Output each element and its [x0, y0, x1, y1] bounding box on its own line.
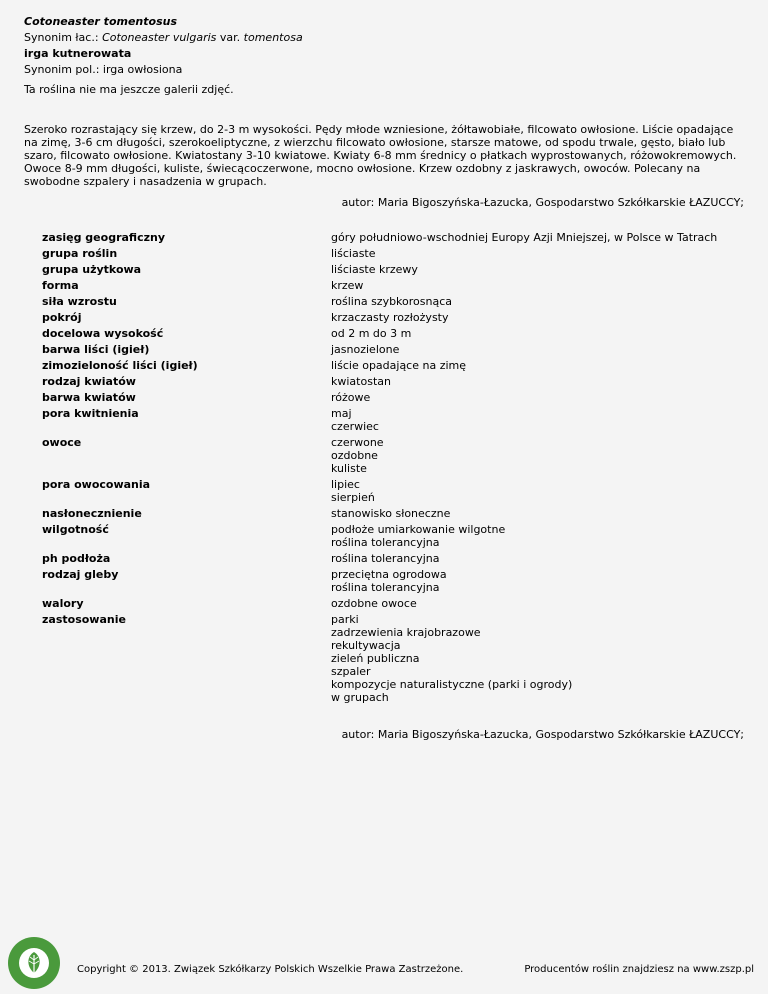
copyright-text: Copyright © 2013. Związek Szkółkarzy Polskich Wszelkie Prawa Zastrzeżone. — [77, 964, 464, 975]
property-values — [331, 327, 411, 340]
author-line-bottom: autor: Maria Bigoszyńska-Łazucka, Gospodarstwo Szkółkarskie ŁAZUCCY; — [341, 728, 744, 741]
property-values — [331, 597, 417, 610]
property-row — [42, 311, 742, 324]
property-value: roślina tolerancyjna — [331, 552, 440, 565]
property-row — [42, 613, 742, 704]
property-values — [331, 263, 418, 276]
property-key: walory — [42, 597, 84, 610]
property-row — [42, 327, 742, 340]
polish-name: irga kutnerowata — [24, 47, 132, 60]
property-value: kuliste — [331, 462, 367, 475]
property-value: góry południowo-wschodniej Europy Azji Mniejszej, w Polsce w Tatrach — [331, 231, 718, 244]
property-value: jasnozielone — [331, 343, 400, 356]
property-value: maj — [331, 407, 352, 420]
property-value: kwiatostan — [331, 375, 391, 388]
property-value: kompozycje naturalistyczne (parki i ogrody) — [331, 678, 573, 691]
property-row — [42, 407, 742, 433]
property-row — [42, 295, 742, 308]
property-key: rodzaj gleby — [42, 568, 119, 581]
property-row — [42, 359, 742, 372]
property-values — [331, 343, 399, 356]
property-value: roślina tolerancyjna — [331, 536, 440, 549]
property-values — [331, 391, 370, 404]
property-values — [331, 523, 505, 549]
properties-table — [42, 231, 742, 707]
property-key: ph podłoża — [42, 552, 111, 565]
no-gallery-note: Ta roślina nie ma jeszcze galerii zdjęć. — [24, 83, 234, 96]
property-row — [42, 343, 742, 356]
property-row — [42, 597, 742, 610]
author-line-top: autor: Maria Bigoszyńska-Łazucka, Gospodarstwo Szkółkarskie ŁAZUCCY; — [341, 196, 744, 209]
plant-description: Szeroko rozrastający się krzew, do 2-3 m wysokości. Pędy młode wzniesione, żółtawobiałe, filcowato owłosione. Liście opadające na zimę, 3-6 cm długości, szerokoeliptyczne, z wierzchu filcowato owłosione, starsze matowe, od spodu trwale, gęsto, biało lub szaro, filcowato owłosione. Kwiatostany 3-10 kwiatowe. Kwiaty 6-8 mm średnicy o płatkach wyprostowanych, różowokremowych. Owoce 8-9 mm długości, kuliste, świecącoczerwone, mocno owłosione. Krzew ozdobny z jaskrawych, owoców. Polecany na swobodne szpalery i nasadzenia w grupach. — [24, 123, 737, 188]
property-values — [331, 407, 379, 433]
property-key: pokrój — [42, 311, 82, 324]
producers-link[interactable]: Producentów roślin znajdziesz na www.zszp.pl — [524, 964, 754, 975]
property-row — [42, 478, 742, 504]
property-key: zastosowanie — [42, 613, 126, 626]
property-value: szpaler — [331, 665, 371, 678]
property-values — [331, 279, 363, 292]
property-value: sierpień — [331, 491, 375, 504]
property-values — [331, 436, 384, 475]
property-row — [42, 279, 742, 292]
property-value: krzew — [331, 279, 364, 292]
property-value: lipiec — [331, 478, 360, 491]
property-values — [331, 359, 466, 372]
property-row — [42, 523, 742, 549]
property-key: rodzaj kwiatów — [42, 375, 136, 388]
property-value: przeciętna ogrodowa — [331, 568, 447, 581]
property-key: docelowa wysokość — [42, 327, 164, 340]
property-value: parki — [331, 613, 359, 626]
property-value: ozdobne — [331, 449, 378, 462]
property-row — [42, 247, 742, 260]
property-values — [331, 247, 376, 260]
property-value: różowe — [331, 391, 371, 404]
property-value: rekultywacja — [331, 639, 401, 652]
property-values — [331, 311, 449, 324]
property-value: liściaste — [331, 247, 376, 260]
property-value: roślina szybkorosnąca — [331, 295, 453, 308]
property-values — [331, 568, 447, 594]
plant-header — [24, 14, 303, 78]
property-row — [42, 552, 742, 565]
property-row — [42, 391, 742, 404]
property-values — [331, 552, 440, 565]
property-key: grupa roślin — [42, 247, 118, 260]
property-key: siła wzrostu — [42, 295, 117, 308]
property-values — [331, 507, 450, 520]
property-value: zieleń publiczna — [331, 652, 420, 665]
property-row — [42, 507, 742, 520]
property-key: pora kwitnienia — [42, 407, 139, 420]
property-values — [331, 478, 375, 504]
synonym-polish: Synonim pol.: irga owłosiona — [24, 63, 183, 76]
property-key: barwa kwiatów — [42, 391, 136, 404]
property-value: stanowisko słoneczne — [331, 507, 451, 520]
property-values — [331, 613, 572, 704]
property-value: krzaczasty rozłożysty — [331, 311, 449, 324]
property-key: zasięg geograficzny — [42, 231, 165, 244]
property-value: liściaste krzewy — [331, 263, 418, 276]
property-value: ozdobne owoce — [331, 597, 417, 610]
property-key: pora owocowania — [42, 478, 151, 491]
property-values — [331, 375, 391, 388]
property-key: wilgotność — [42, 523, 109, 536]
property-value: czerwone — [331, 436, 384, 449]
property-value: liście opadające na zimę — [331, 359, 467, 372]
property-key: nasłonecznienie — [42, 507, 142, 520]
synonym-latin: Synonim łac.: Cotoneaster vulgaris var. tomentosa — [24, 31, 303, 44]
property-value: zadrzewienia krajobrazowe — [331, 626, 481, 639]
property-key: owoce — [42, 436, 82, 449]
property-key: barwa liści (igieł) — [42, 343, 150, 356]
property-row — [42, 375, 742, 388]
property-key: forma — [42, 279, 79, 292]
property-value: roślina tolerancyjna — [331, 581, 440, 594]
property-row — [42, 568, 742, 594]
property-value: podłoże umiarkowanie wilgotne — [331, 523, 506, 536]
leaf-seal-logo-icon — [7, 936, 61, 990]
property-key: zimozieloność liści (igieł) — [42, 359, 198, 372]
property-row — [42, 436, 742, 475]
property-values — [331, 231, 717, 244]
property-value: w grupach — [331, 691, 389, 704]
property-key: grupa użytkowa — [42, 263, 142, 276]
property-values — [331, 295, 452, 308]
latin-name: Cotoneaster tomentosus — [24, 15, 177, 28]
property-value: od 2 m do 3 m — [331, 327, 412, 340]
property-value: czerwiec — [331, 420, 379, 433]
property-row — [42, 263, 742, 276]
property-row — [42, 231, 742, 244]
